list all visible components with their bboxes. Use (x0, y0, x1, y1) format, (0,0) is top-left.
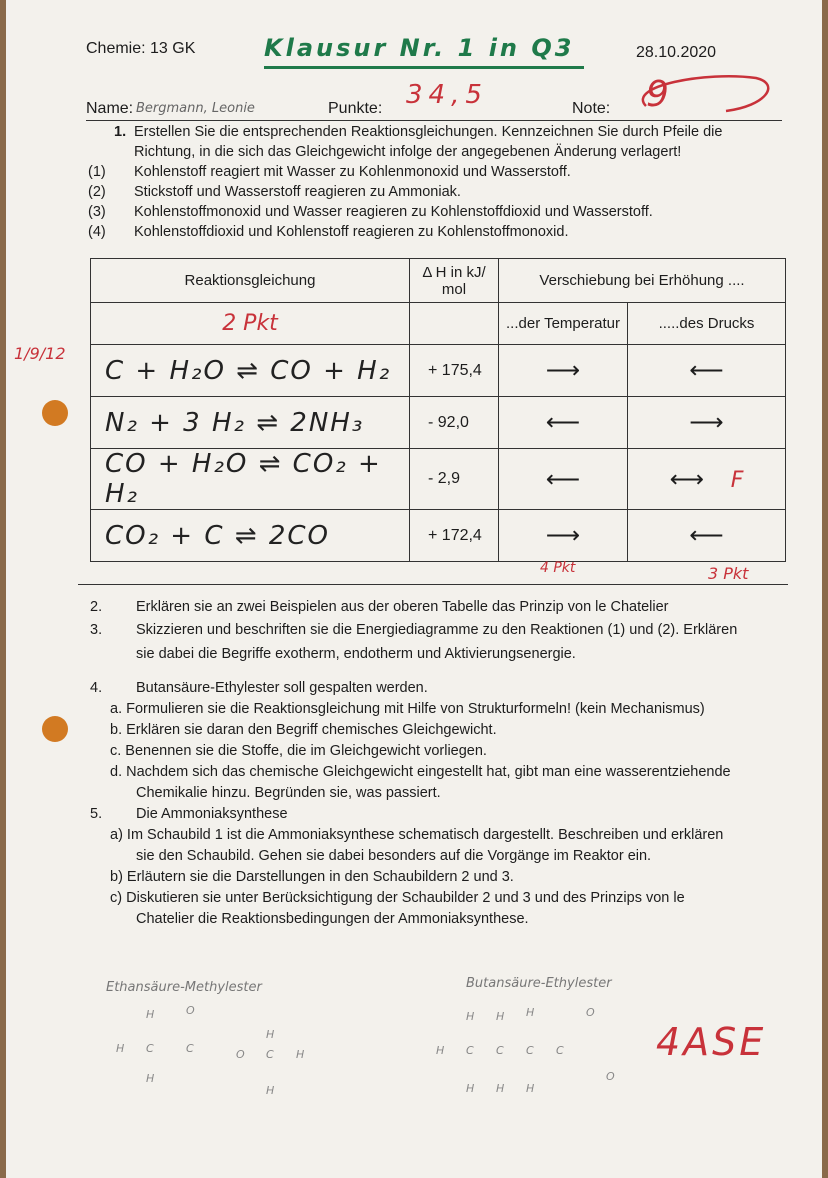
eq-points (91, 303, 410, 345)
reaction-3-equation: CO + H₂O ⇌ CO₂ + H₂ (91, 449, 410, 510)
q4d-text-line2: Chemikalie hinzu. Begründen sie, was passiert. (136, 785, 441, 801)
header-pressure: .....des Drucks (628, 303, 786, 345)
svg-text:H: H (496, 1082, 505, 1095)
exam-sheet (6, 0, 822, 1178)
q5c-text-line2: Chatelier die Reaktionsbedingungen der Ammoniaksynthese. (136, 911, 529, 927)
q4b-text: b. Erklären sie daran den Begriff chemisches Gleichgewicht. (110, 722, 497, 738)
task-1-number: 1. (114, 124, 127, 140)
reaction-1-delta-h: + 175,4 (410, 345, 499, 397)
q4c-text: c. Benennen sie die Stoffe, die im Gleichgewicht vorliegen. (110, 743, 487, 759)
svg-text:C: C (526, 1044, 534, 1057)
q5b-text: b) Erläutern sie die Darstellungen in den Schaubildern 2 und 3. (110, 869, 514, 885)
reaction-2-equation: N₂ + 3 H₂ ⇌ 2NH₃ (91, 397, 410, 449)
q2-text: Erklären sie an zwei Beispielen aus der oberen Tabelle das Prinzip von le Chatelier (136, 599, 669, 615)
svg-text:H: H (466, 1082, 475, 1095)
handwritten-ase: 4ASE (656, 1020, 767, 1064)
task-1-item-number: (1) (88, 164, 106, 180)
svg-text:H: H (526, 1082, 535, 1095)
q5-number: 5. (90, 806, 103, 822)
q2-number: 2. (90, 599, 103, 615)
pressure-points: 3 Pkt (708, 564, 749, 583)
svg-text:H: H (296, 1048, 305, 1061)
svg-text:H: H (436, 1044, 445, 1057)
svg-text:C: C (266, 1048, 274, 1061)
svg-text:H: H (496, 1010, 505, 1023)
task-1 (88, 122, 788, 252)
subject-label: Chemie: 13 GK (86, 40, 196, 57)
task-1-item-text: Kohlenstoff reagiert mit Wasser zu Kohlenmonoxid und Wasserstoff. (134, 164, 571, 180)
points-value: 34,5 (406, 80, 488, 110)
q5a-text-line2: sie den Schaubild. Gehen sie dabei besonders auf die Vorgänge im Reaktor ein. (136, 848, 652, 864)
task-1-item-number: (4) (88, 224, 106, 240)
svg-text:C: C (186, 1042, 194, 1055)
svg-text:H: H (116, 1042, 125, 1055)
q4-number: 4. (90, 680, 103, 696)
pressure-mark-f: F (730, 467, 744, 493)
svg-text:C: C (146, 1042, 154, 1055)
reaction-1-pressure-shift: ⟵ (628, 345, 786, 397)
reaction-4-delta-h: + 172,4 (410, 510, 499, 562)
reaction-4-equation: CO₂ + C ⇌ 2CO (91, 510, 410, 562)
structural-formula-sketch (106, 1000, 726, 1120)
svg-text:O: O (586, 1006, 595, 1019)
points-label: Punkte: (328, 100, 383, 117)
reaction-2-pressure-shift: ⟶ (628, 397, 786, 449)
q3-text-line2: sie dabei die Begriffe exotherm, endotherm und Aktivierungsenergie. (136, 646, 576, 662)
margin-note: 1/9/12 (14, 344, 66, 363)
reaction-4-temp-shift: ⟶ (499, 510, 628, 562)
svg-text:C: C (496, 1044, 504, 1057)
reaction-2-temp-shift: ⟵ (499, 397, 628, 449)
table-bottom-rule (78, 584, 788, 585)
svg-text:C: C (466, 1044, 474, 1057)
empty-cell (410, 303, 499, 345)
q5a-text-line1: a) Im Schaubild 1 ist die Ammoniaksynthese schematisch dargestellt. Beschreiben und erklären (110, 827, 724, 843)
reaction-1-equation: C + H₂O ⇌ CO + H₂ (91, 345, 410, 397)
reaction-4-pressure-shift: ⟵ (628, 510, 786, 562)
header-shift: Verschiebung bei Erhöhung .... (499, 259, 786, 303)
q3-number: 3. (90, 622, 103, 638)
grade-label: Note: (572, 100, 611, 117)
grade-circle (606, 66, 786, 126)
task-1-item-text: Kohlenstoffdioxid und Kohlenstoff reagieren zu Kohlenstoffmonoxid. (134, 224, 569, 240)
reaction-3-temp-shift: ⟵ (499, 449, 628, 510)
temp-points: 4 Pkt (540, 560, 576, 576)
svg-text:H: H (146, 1072, 155, 1085)
task-1-item-number: (2) (88, 184, 106, 200)
reaction-1-temp-shift: ⟶ (499, 345, 628, 397)
name-label: Name: (86, 100, 134, 117)
svg-text:H: H (466, 1010, 475, 1023)
reaction-3-pressure-shift (628, 449, 786, 510)
q5-text: Die Ammoniaksynthese (136, 806, 288, 822)
svg-text:H: H (266, 1084, 275, 1097)
exam-date: 28.10.2020 (636, 44, 717, 61)
punch-hole (42, 716, 68, 742)
svg-text:H: H (526, 1006, 535, 1019)
svg-text:H: H (146, 1008, 155, 1021)
svg-text:O: O (236, 1048, 245, 1061)
task-1-item-text: Kohlenstoffmonoxid und Wasser reagieren zu Kohlenstoffdioxid und Wasserstoff. (134, 204, 653, 220)
q3-text-line1: Skizzieren und beschriften sie die Energiediagramme zu den Reaktionen (1) und (2). Erklären (136, 622, 738, 638)
sketch-left-label: Ethansäure-Methylester (106, 980, 262, 995)
header-temperature: ...der Temperatur (499, 303, 628, 345)
exam-title: Klausur Nr. 1 in Q3 (264, 34, 575, 62)
header-delta-h: Δ H in kJ/ mol (410, 259, 499, 303)
svg-text:H: H (266, 1028, 275, 1041)
reaction-3-delta-h: - 2,9 (410, 449, 499, 510)
task-1-item-number: (3) (88, 204, 106, 220)
title-underline (264, 66, 584, 69)
svg-text:O: O (186, 1004, 195, 1017)
eq-points-text: 2 Pkt (222, 311, 278, 336)
reaction-2-delta-h: - 92,0 (410, 397, 499, 449)
sketch-right-label: Butansäure-Ethylester (466, 976, 612, 991)
svg-text:C: C (556, 1044, 564, 1057)
grade-value: 9 (646, 74, 669, 115)
reaction-table (90, 258, 786, 562)
header-reaction: Reaktionsgleichung (91, 259, 410, 303)
punch-hole (42, 400, 68, 426)
q4d-text-line1: d. Nachdem sich das chemische Gleichgewicht eingestellt hat, gibt man eine wasserentziehende (110, 764, 731, 780)
q5c-text-line1: c) Diskutieren sie unter Berücksichtigung der Schaubilder 2 und 3 und des Prinzips von le (110, 890, 685, 906)
q4a-text: a. Formulieren sie die Reaktionsgleichung mit Hilfe von Strukturformeln! (kein Mechanismus) (110, 701, 705, 717)
task-1-text-line2: Richtung, in die sich das Gleichgewicht infolge der angegebenen Änderung verlagert! (134, 144, 682, 160)
q4-text: Butansäure-Ethylester soll gespalten werden. (136, 680, 428, 696)
task-1-text-line1: Erstellen Sie die entsprechenden Reaktionsgleichungen. Kennzeichnen Sie durch Pfeile die (134, 124, 723, 140)
reaction-3-pressure-arrow: ⟷ (669, 465, 705, 493)
task-1-item-text: Stickstoff und Wasserstoff reagieren zu Ammoniak. (134, 184, 461, 200)
svg-text:O: O (606, 1070, 615, 1083)
name-value: Bergmann, Leonie (136, 101, 255, 116)
